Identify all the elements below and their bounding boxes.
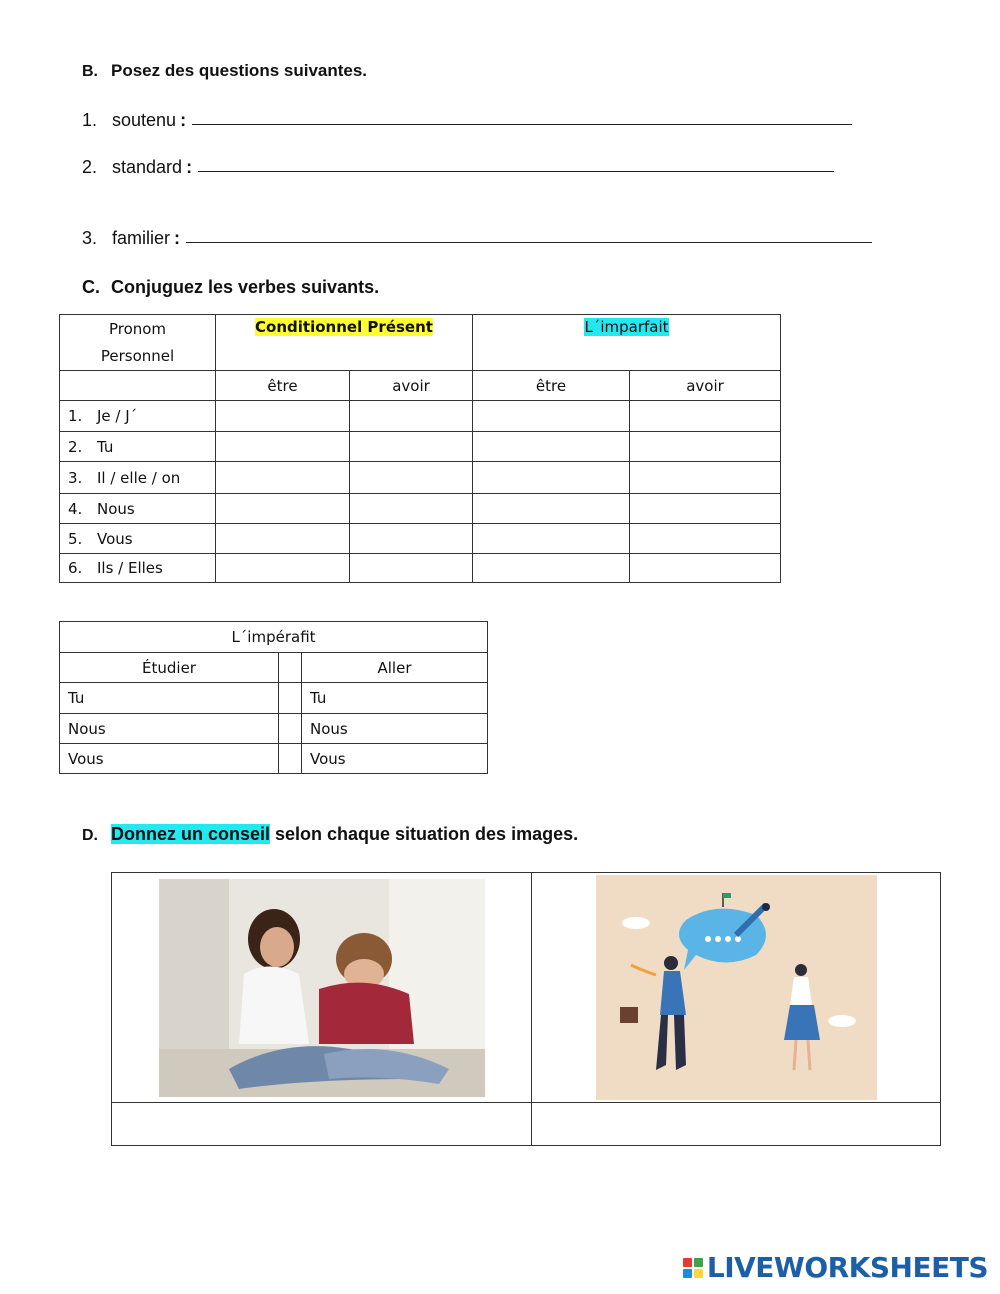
answer-input[interactable] [638, 409, 772, 425]
question-label: familier [112, 228, 171, 248]
imperatif-pronoun: Nous [310, 719, 348, 738]
pronoun-number: 2. [68, 437, 83, 456]
advice-answer-cell-2[interactable] [531, 1103, 940, 1146]
imparfait-header [473, 315, 781, 371]
answer-cell[interactable] [350, 554, 473, 583]
cond-etre-header: être [216, 371, 350, 401]
answer-input-soutenu[interactable] [192, 114, 852, 130]
answer-input[interactable] [358, 440, 464, 456]
answer-cell[interactable] [473, 524, 630, 554]
answer-input[interactable] [224, 561, 341, 577]
verb-aller-header: Aller [302, 653, 488, 683]
question-number: 1. [82, 110, 98, 130]
answer-input[interactable] [481, 471, 621, 487]
imperatif-title: L´impérafit [60, 622, 488, 653]
pronoun-text: Tu [97, 437, 114, 456]
logo-square [694, 1269, 703, 1278]
pronoun-number: 5. [68, 529, 83, 548]
spacer-cell [279, 683, 302, 714]
answer-input[interactable] [481, 409, 621, 425]
imperatif-pronoun: Nous [68, 719, 106, 738]
question-number: 2. [82, 157, 98, 177]
liveworksheets-logo-mark-icon [683, 1258, 703, 1278]
answer-cell[interactable] [473, 432, 630, 462]
cond-avoir-header: avoir [350, 371, 473, 401]
verb-etudier-header: Étudier [60, 653, 279, 683]
answer-input[interactable] [224, 440, 341, 456]
answer-line-soutenu[interactable] [192, 110, 852, 125]
pronoun-number: 6. [68, 559, 83, 577]
spacer-cell [279, 714, 302, 744]
logo-square [694, 1258, 703, 1267]
imparfait-label: L´imparfait [584, 318, 669, 336]
section-d-title [111, 824, 578, 845]
answer-input[interactable] [224, 532, 341, 548]
pronoun-text: Nous [97, 499, 135, 518]
answer-cell[interactable] [350, 432, 473, 462]
imperatif-cell-aller[interactable] [302, 714, 488, 744]
pronoun-cell [60, 462, 216, 494]
imperatif-pronoun: Tu [68, 689, 85, 707]
advice-table [111, 872, 941, 1146]
pronoun-cell [60, 494, 216, 524]
answer-cell[interactable] [216, 462, 350, 494]
imp-etre-header: être [473, 371, 630, 401]
pronoun-text: Ils / Elles [97, 559, 163, 577]
question-label: soutenu [112, 110, 177, 130]
answer-input[interactable] [481, 440, 621, 456]
section-b-title: Posez des questions suivantes. [111, 61, 368, 80]
image-cell-2 [531, 873, 940, 1103]
question-soutenu [82, 110, 852, 131]
logo-square [683, 1269, 692, 1278]
answer-input[interactable] [358, 471, 464, 487]
answer-input[interactable] [638, 471, 772, 487]
answer-input[interactable] [358, 561, 464, 577]
logo-square [683, 1258, 692, 1267]
pronoun-cell [60, 554, 216, 583]
answer-cell[interactable] [350, 462, 473, 494]
answer-cell[interactable] [630, 432, 781, 462]
pronoun-header-line1: Pronom [108, 319, 167, 338]
advice-input-2[interactable] [532, 1104, 948, 1144]
section-c-letter: C. [82, 277, 100, 297]
image-cell-1 [112, 873, 532, 1103]
two-girls-comforting-photo-icon [159, 879, 485, 1097]
answer-input[interactable] [358, 409, 464, 425]
pronoun-number: 4. [68, 499, 83, 518]
spacer-cell [279, 744, 302, 774]
answer-input[interactable] [638, 532, 772, 548]
imperatif-cell-etudier[interactable] [60, 683, 279, 714]
question-standard [82, 157, 834, 178]
answer-cell[interactable] [473, 462, 630, 494]
answer-cell[interactable] [473, 401, 630, 432]
answer-cell[interactable] [216, 432, 350, 462]
imperatif-pronoun: Vous [310, 749, 346, 768]
answer-cell[interactable] [216, 524, 350, 554]
question-colon: : [180, 110, 187, 130]
answer-input[interactable] [358, 532, 464, 548]
answer-input[interactable] [224, 471, 341, 487]
pronoun-cell [60, 432, 216, 462]
answer-input[interactable] [481, 561, 621, 577]
answer-cell[interactable] [630, 401, 781, 432]
business-people-advice-illustration-icon [596, 875, 877, 1100]
pronoun-text: Je / J´ [97, 407, 138, 425]
advice-answer-cell-1[interactable] [112, 1103, 532, 1146]
imp-avoir-header: avoir [630, 371, 781, 401]
answer-cell[interactable] [473, 554, 630, 583]
answer-cell[interactable] [630, 524, 781, 554]
imperatif-cell-etudier[interactable] [60, 714, 279, 744]
liveworksheets-logo-text: LIVEWORKSHEETS [706, 1251, 988, 1284]
conditionnel-header [216, 315, 473, 371]
answer-input[interactable] [481, 502, 621, 518]
answer-input[interactable] [481, 532, 621, 548]
pronoun-text: Il / elle / on [97, 468, 181, 487]
section-d-letter: D. [82, 827, 98, 844]
spacer-cell [279, 653, 302, 683]
answer-line-standard[interactable] [198, 157, 834, 172]
answer-input[interactable] [224, 409, 341, 425]
answer-cell[interactable] [350, 494, 473, 524]
imperatif-cell-aller[interactable] [302, 744, 488, 774]
pronoun-number: 1. [68, 407, 83, 425]
answer-cell[interactable] [630, 494, 781, 524]
conditionnel-label: Conditionnel Présent [255, 318, 433, 336]
answer-input[interactable] [358, 502, 464, 518]
answer-cell[interactable] [473, 494, 630, 524]
answer-input[interactable] [638, 561, 772, 577]
imperatif-pronoun: Vous [68, 749, 104, 768]
answer-cell[interactable] [216, 554, 350, 583]
question-colon: : [174, 228, 181, 248]
pronoun-cell [60, 524, 216, 554]
answer-input[interactable] [224, 502, 341, 518]
answer-cell[interactable] [630, 462, 781, 494]
imperatif-cell-aller[interactable] [302, 683, 488, 714]
question-familier [82, 228, 872, 249]
pronoun-cell [60, 401, 216, 432]
answer-cell[interactable] [350, 401, 473, 432]
answer-cell[interactable] [630, 554, 781, 583]
imperatif-cell-etudier[interactable] [60, 744, 279, 774]
answer-cell[interactable] [216, 494, 350, 524]
section-b-letter: B. [82, 63, 98, 80]
pronoun-header-line2: Personnel [100, 346, 175, 365]
pronoun-text: Vous [97, 529, 133, 548]
empty-header-cell [60, 371, 216, 401]
liveworksheets-logo[interactable] [683, 1251, 988, 1284]
question-label: standard [112, 157, 183, 177]
imperatif-pronoun: Tu [310, 689, 327, 707]
imperatif-table [59, 621, 488, 774]
section-c-title: Conjuguez les verbes suivants. [111, 277, 380, 297]
section-d-title-rest: selon chaque situation des images. [270, 824, 579, 844]
answer-input-familier[interactable] [186, 232, 872, 248]
answer-input[interactable] [638, 440, 772, 456]
conjugation-table [59, 314, 781, 583]
answer-input[interactable] [638, 502, 772, 518]
pronoun-number: 3. [68, 468, 83, 487]
answer-cell[interactable] [216, 401, 350, 432]
answer-line-familier[interactable] [186, 228, 872, 243]
answer-input-standard[interactable] [198, 161, 834, 177]
advice-input-1[interactable] [112, 1104, 539, 1144]
question-colon: : [186, 157, 193, 177]
pronoun-header [60, 315, 216, 371]
answer-cell[interactable] [350, 524, 473, 554]
section-d-title-highlight: Donnez un conseil [111, 824, 271, 844]
question-number: 3. [82, 228, 98, 248]
